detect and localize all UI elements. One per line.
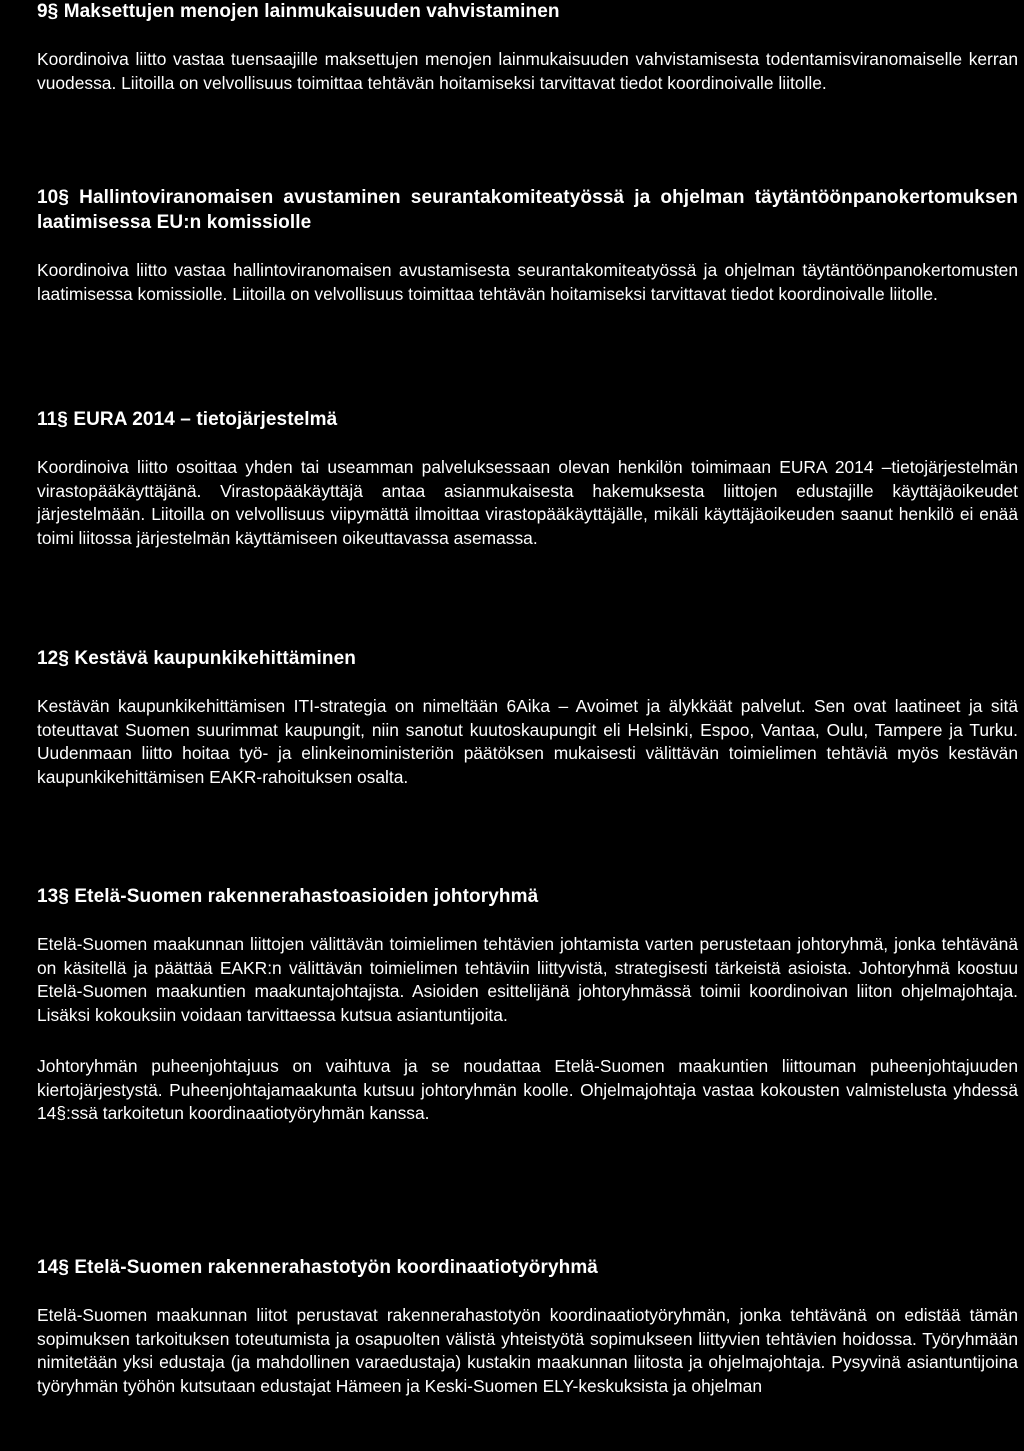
section-13-paragraph-2: Johtoryhmän puheenjohtajuus on vaihtuva ja se noudattaa Etelä-Suomen maakuntien liittouman puheenjohtajuuden kiertojärjestystä. Puheenjohtajamaakunta kutsuu johtoryhmän koolle. Ohjelmajohtaja vastaa kokousten valmistelusta yhdessä 14§:ssä tarkoitetun koordinaatiotyöryhmän kanssa. bbox=[37, 1056, 1018, 1123]
section-12-heading: 12§ Kestävä kaupunkikehittäminen bbox=[37, 648, 356, 669]
section-13-heading: 13§ Etelä-Suomen rakennerahastoasioiden johtoryhmä bbox=[37, 886, 539, 907]
section-12 bbox=[37, 646, 1018, 789]
section-9-paragraph: Koordinoiva liitto vastaa tuensaajille maksettujen menojen lainmukaisuuden vahvistamisesta todentamisviranomaiselle kerran vuodessa. Liitoilla on velvollisuus toimittaa tehtävän hoitamiseksi tarvittavat tiedot koordinoivalle liitolle. bbox=[37, 49, 1018, 93]
section-10-heading: 10§ Hallintoviranomaisen avustaminen seurantakomiteatyössä ja ohjelman täytäntöönpanokertomuksen laatimisessa EU:n komissiolle bbox=[37, 187, 1018, 233]
section-14 bbox=[37, 1255, 1018, 1398]
section-12-paragraph: Kestävän kaupunkikehittämisen ITI-strategia on nimeltään 6Aika – Avoimet ja älykkäät palvelut. Sen ovat laatineet ja sitä toteuttavat Suomen suurimmat kaupungit, niin sanotut kuutoskaupungit eli Helsinki, Espoo, Vantaa, Oulu, Tampere ja Turku. Uudenmaan liitto hoitaa työ- ja elinkeinoministeriön päätöksen mukaisesti välittävän toimielimen tehtäviä myös kestävän kaupunkikehittämisen EAKR-rahoituksen osalta. bbox=[37, 696, 1018, 787]
section-13 bbox=[37, 884, 1018, 1126]
section-11-heading: 11§ EURA 2014 – tietojärjestelmä bbox=[37, 409, 338, 430]
section-14-paragraph: Etelä-Suomen maakunnan liitot perustavat rakennerahastotyön koordinaatiotyöryhmän, jonka tehtävänä on edistää tämän sopimuksen tarkoituksen toteutumista ja osapuolten välistä yhteistyötä sopimukseen liittyvien tehtävien hoidossa. Työryhmään nimitetään yksi edustaja (ja mahdollinen varaedustaja) kustakin maakunnan liitosta ja ohjelmajohtaja. Pysyvinä asiantuntijoina työryhmän työhön kutsutaan edustajat Hämeen ja Keski-Suomen ELY-keskuksista ja ohjelman bbox=[37, 1305, 1018, 1396]
section-11 bbox=[37, 407, 1018, 550]
section-10 bbox=[37, 185, 1018, 306]
section-11-paragraph: Koordinoiva liitto osoittaa yhden tai useamman palveluksessaan olevan henkilön toimimaan EURA 2014 –tietojärjestelmän virastopääkäyttäjänä. Virastopääkäyttäjä antaa asianmukaisesta hakemuksesta liittojen edustajille käyttäjäoikeudet järjestelmään. Liitoilla on velvollisuus viipymättä ilmoittaa virastopääkäyttäjälle, mikäli käyttäjäoikeuden saanut henkilö ei enää toimi liitossa järjestelmän käyttämiseen oikeuttavassa asemassa. bbox=[37, 457, 1018, 548]
section-10-paragraph: Koordinoiva liitto vastaa hallintoviranomaisen avustamisesta seurantakomiteatyössä ja ohjelman täytäntöönpanokertomusten laatimisessa komissiolle. Liitoilla on velvollisuus toimittaa tehtävän hoitamiseksi tarvittavat tiedot koordinoivalle liitolle. bbox=[37, 260, 1018, 304]
section-9 bbox=[37, 0, 1018, 95]
section-13-paragraph-1: Etelä-Suomen maakunnan liittojen välittävän toimielimen tehtävien johtamista varten perustetaan johtoryhmä, jonka tehtävänä on käsitellä ja päättää EAKR:n välittävän toimielimen tehtäviin liittyvistä, strategisesti tärkeistä asioista. Johtoryhmä koostuu Etelä-Suomen maakuntien maakuntajohtajista. Asioiden esittelijänä johtoryhmässä toimii koordinoivan liiton ohjelmajohtaja. Lisäksi kokouksiin voidaan tarvittaessa kutsua asiantuntijoita. bbox=[37, 934, 1018, 1025]
section-9-heading: 9§ Maksettujen menojen lainmukaisuuden vahvistaminen bbox=[37, 1, 560, 22]
section-14-heading: 14§ Etelä-Suomen rakennerahastotyön koordinaatiotyöryhmä bbox=[37, 1257, 598, 1278]
